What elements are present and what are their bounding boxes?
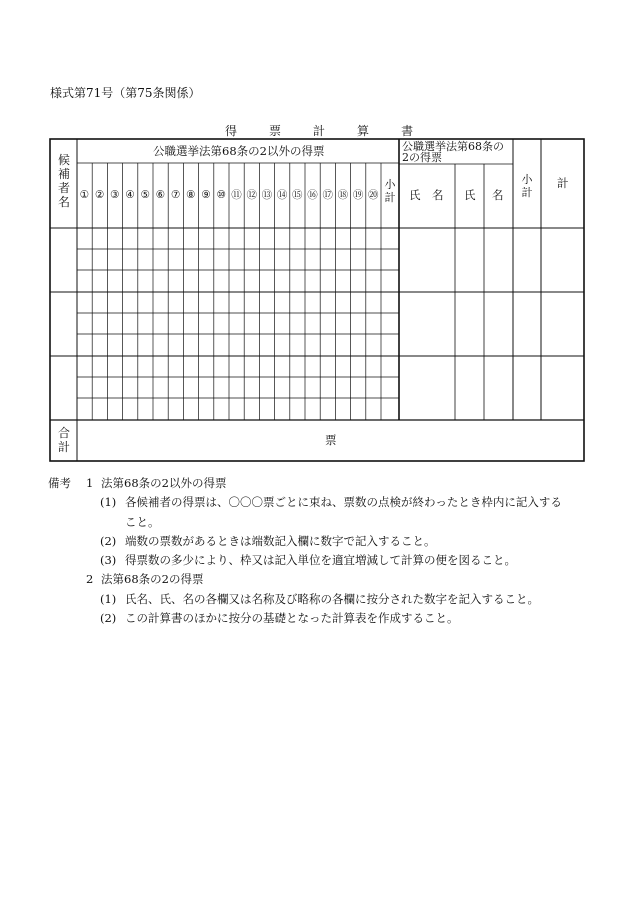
- title-char-4: 算: [357, 124, 370, 138]
- section-number: 1: [86, 476, 94, 490]
- counter-18: ⑱: [337, 189, 349, 201]
- subtotal-char: 小: [521, 173, 533, 186]
- vote-unit-label: 票: [325, 433, 337, 447]
- counter-6: ⑥: [155, 189, 166, 201]
- subtotal-char: 計: [384, 191, 396, 204]
- item-number: (1): [100, 591, 117, 606]
- subtotal-char: 計: [521, 186, 533, 199]
- remarks: [48, 474, 562, 628]
- item-number: (1): [100, 495, 117, 510]
- title-char-1: 得: [225, 124, 238, 138]
- group2-header-line2: 2の得票: [402, 151, 442, 164]
- item-number: (2): [100, 611, 117, 626]
- item-text: 各候補者の得票は、〇〇〇票ごとに束ね、票数の点検が終わったとき枠内に記入する: [125, 495, 562, 510]
- col-mei-header: 名: [492, 188, 504, 202]
- remarks-lead: 備考: [48, 476, 71, 490]
- item-number: (3): [100, 553, 117, 568]
- candidate-header-char: 候: [57, 153, 70, 167]
- counter-14: ⑭: [276, 189, 288, 201]
- counter-16: ⑯: [307, 189, 318, 201]
- grand-total-char: 合: [57, 426, 70, 440]
- candidate-name-header: [57, 153, 71, 209]
- counter-12: ⑫: [246, 189, 257, 201]
- col-shimei-header: 氏 名: [409, 188, 444, 202]
- counter-2: ②: [94, 189, 105, 201]
- title-char-2: 票: [269, 124, 282, 138]
- candidate-header-char: 補: [57, 167, 70, 181]
- item-text: 端数の票数があるときは端数記入欄に数字で記入すること。: [125, 533, 436, 548]
- counter-17: ⑰: [322, 189, 333, 201]
- counter-5: ⑤: [140, 189, 150, 201]
- remarks-item: [48, 532, 562, 551]
- grand-total-label: [57, 426, 71, 454]
- title-char-3: 計: [313, 124, 326, 138]
- candidate-header-char: 者: [57, 181, 70, 195]
- title-char-5: 書: [401, 124, 414, 138]
- total-header: 計: [557, 176, 569, 190]
- remarks-section-1-heading: [48, 474, 562, 493]
- group2-header-line1: 公職選挙法第68条の: [402, 140, 504, 153]
- subtotal-char: 小: [384, 178, 396, 191]
- counter-20: ⑳: [368, 189, 379, 201]
- group1-subtotal-header: [383, 178, 397, 204]
- remarks-item: [48, 609, 562, 628]
- remarks-item: [48, 493, 562, 512]
- counter-3: ③: [110, 189, 120, 201]
- item-number: (2): [100, 533, 117, 548]
- group1-header: 公職選挙法第68条の2以外の得票: [153, 144, 325, 158]
- counter-10: ⑩: [216, 189, 226, 201]
- item-text: 氏名、氏、名の各欄又は名称及び略称の各欄に按分された数字を記入すること。: [125, 591, 539, 606]
- remarks-item-continuation: こと。: [125, 514, 160, 529]
- counter-13: ⑬: [261, 189, 273, 201]
- form-number: 様式第71号（第75条関係）: [50, 86, 201, 100]
- group2-subtotal-header: [520, 173, 534, 199]
- counter-19: ⑲: [352, 189, 364, 201]
- counter-4: ④: [125, 189, 135, 201]
- remarks-item: [48, 590, 562, 609]
- counter-7: ⑦: [170, 189, 181, 201]
- section-title: 法第68条の2以外の得票: [101, 476, 227, 490]
- counter-8: ⑧: [186, 189, 196, 201]
- counter-9: ⑨: [201, 189, 211, 201]
- remarks-item: [48, 551, 562, 570]
- section-number: 2: [86, 572, 94, 587]
- remarks-section-2-heading: [48, 570, 562, 589]
- col-shi-header: 氏: [464, 188, 476, 202]
- item-text: 得票数の多少により、枠又は記入単位を適宜増減して計算の便を図ること。: [125, 553, 516, 568]
- grand-total-char: 計: [57, 440, 70, 454]
- counter-11: ⑪: [231, 189, 242, 201]
- counter-1: ①: [79, 189, 90, 201]
- candidate-header-char: 名: [57, 195, 70, 209]
- counter-15: ⑮: [292, 189, 303, 201]
- section-title: 法第68条の2の得票: [101, 572, 204, 587]
- item-text: この計算書のほかに按分の基礎となった計算表を作成すること。: [125, 611, 459, 626]
